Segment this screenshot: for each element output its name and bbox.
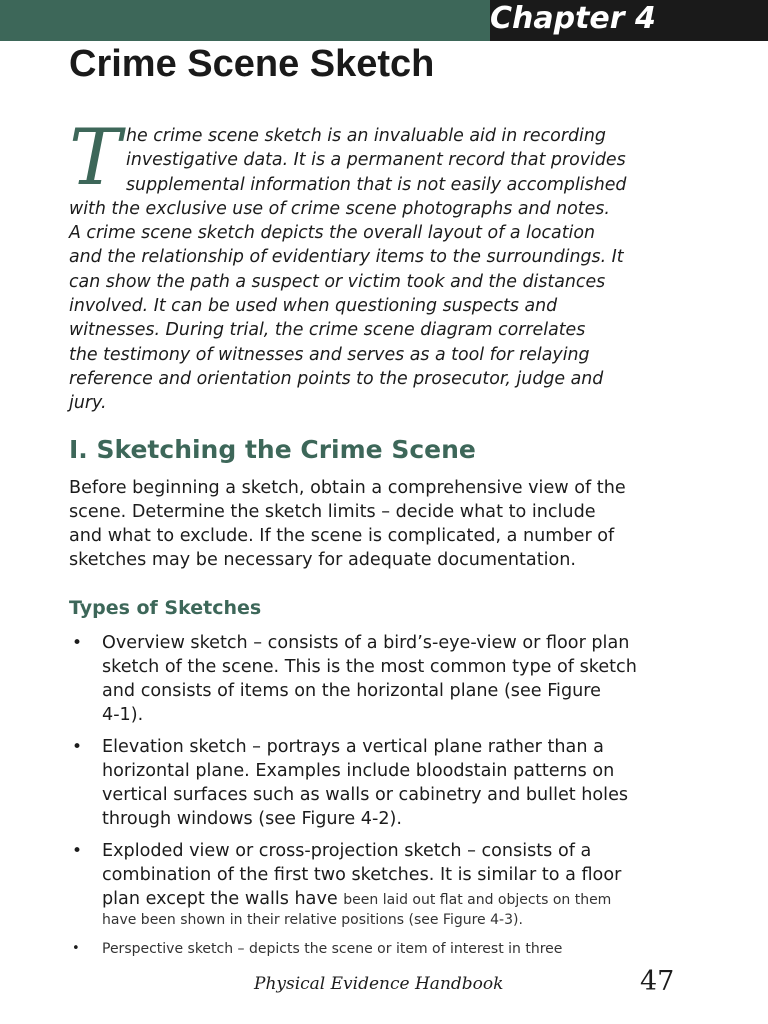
section-line: scene. Determine the sketch limits – decide what to include — [69, 502, 596, 522]
footer-title: Physical Evidence Handbook — [254, 974, 504, 994]
chapter-tab — [490, 0, 768, 41]
list-item-text-large: plan except the walls have — [102, 889, 344, 909]
intro-line: jury. — [69, 393, 107, 414]
list-item-line: have been shown in their relative positions (see Figure 4-3). — [102, 912, 523, 928]
chapter-label: Chapter 4 — [490, 1, 656, 36]
intro-line: investigative data. It is a permanent record that provides — [126, 150, 626, 171]
intro-line: A crime scene sketch depicts the overall layout of a location — [69, 223, 596, 244]
chapter-color-band — [0, 0, 490, 41]
sketch-types-list — [69, 631, 729, 969]
page-title: Crime Scene Sketch — [69, 43, 435, 85]
list-item — [69, 631, 729, 727]
list-item — [69, 937, 729, 961]
list-item-text-small: been laid out flat and objects on them — [343, 892, 612, 908]
section-line: sketches may be necessary for adequate documentation. — [69, 550, 577, 570]
bullet-icon: • — [72, 941, 80, 956]
intro-line: he crime scene sketch is an invaluable aid in recording — [126, 126, 606, 146]
list-item-line: horizontal plane. Examples include bloodstain patterns on — [102, 761, 615, 781]
intro-line: reference and orientation points to the prosecutor, judge and — [69, 368, 604, 389]
section-line: Before beginning a sketch, obtain a comprehensive view of the — [69, 478, 626, 498]
section-heading: I. Sketching the Crime Scene — [69, 435, 476, 464]
list-item-line: Overview sketch – consists of a bird’s-eye-view or floor plan — [102, 633, 630, 653]
list-item-line — [102, 887, 729, 911]
subsection-heading: Types of Sketches — [69, 597, 262, 619]
list-item — [69, 839, 729, 929]
intro-line: the testimony of witnesses and serves as a tool for relaying — [69, 344, 590, 365]
intro-line: and the relationship of evidentiary items to the surroundings. It — [69, 247, 624, 268]
list-item-line: Perspective sketch – depicts the scene or item of interest in three — [102, 941, 563, 957]
list-item-line: and consists of items on the horizontal plane (see Figure — [102, 681, 601, 701]
list-item-line: Exploded view or cross-projection sketch – consists of a — [102, 841, 592, 861]
list-item-line: through windows (see Figure 4-2). — [102, 809, 403, 829]
page-number: 47 — [640, 966, 675, 997]
intro-line: can show the path a suspect or victim took and the distances — [69, 271, 606, 292]
section-line: and what to exclude. If the scene is complicated, a number of — [69, 526, 615, 546]
bullet-icon: • — [72, 633, 83, 653]
list-item-line: 4-1). — [102, 705, 144, 725]
list-item-line: vertical surfaces such as walls or cabinetry and bullet holes — [102, 785, 629, 805]
intro-line: witnesses. During trial, the crime scene diagram correlates — [69, 320, 586, 341]
bullet-icon: • — [72, 737, 83, 757]
bullet-icon: • — [72, 841, 83, 861]
section-paragraph — [69, 476, 709, 572]
drop-cap: T — [69, 113, 122, 203]
intro-line: supplemental information that is not easily accomplished — [126, 174, 627, 195]
list-item-line: combination of the first two sketches. It is similar to a floor — [102, 865, 622, 885]
intro-line: with the exclusive use of crime scene photographs and notes. — [69, 198, 610, 219]
intro-line: involved. It can be used when questioning suspects and — [69, 296, 558, 317]
list-item — [69, 735, 729, 831]
list-item-line: Elevation sketch – portrays a vertical plane rather than a — [102, 737, 604, 757]
intro-paragraph — [69, 113, 699, 416]
list-item-line: sketch of the scene. This is the most common type of sketch — [102, 657, 637, 677]
